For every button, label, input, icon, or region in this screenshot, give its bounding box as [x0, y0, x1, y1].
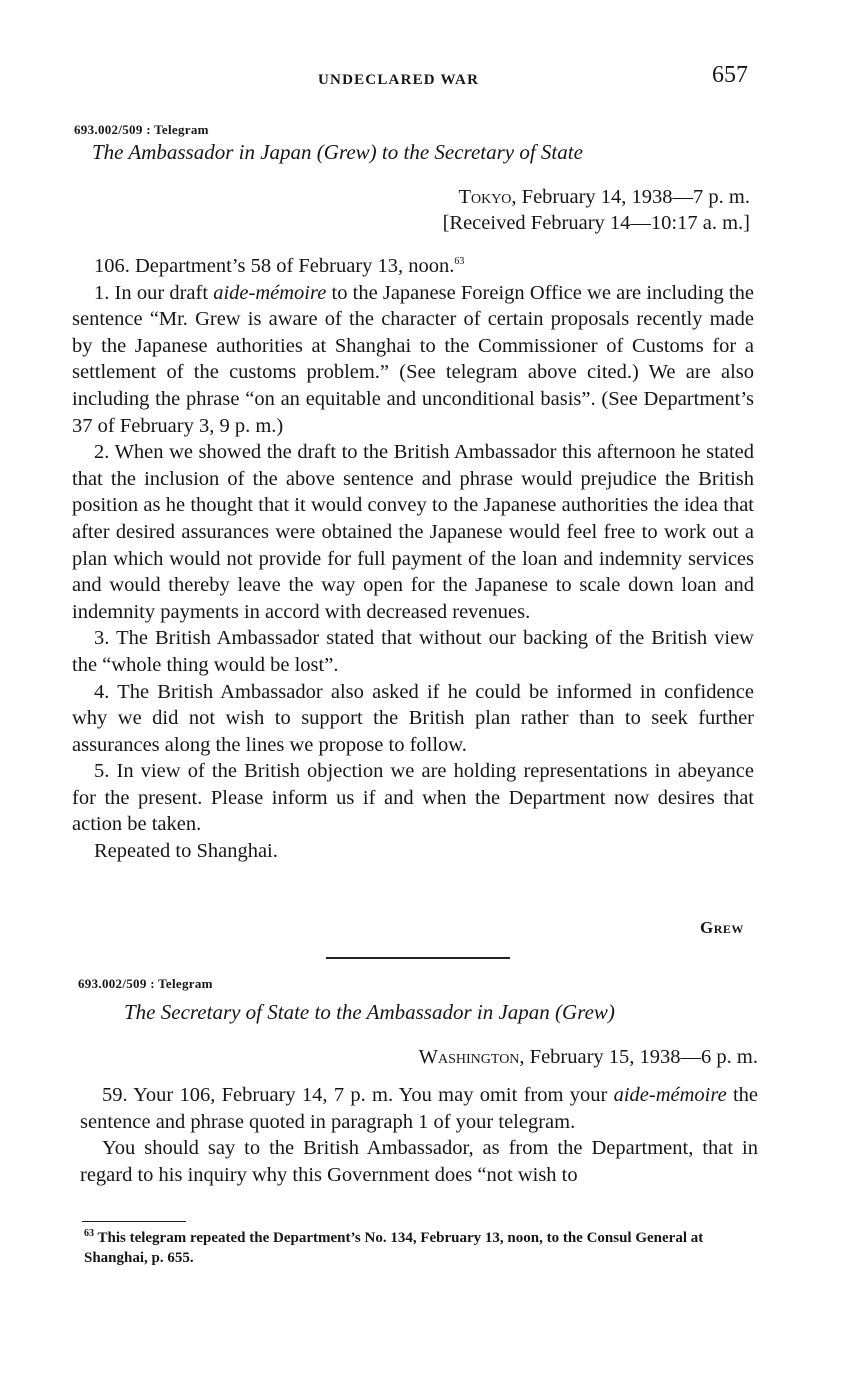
dateline-1-rest: , February 14, 1938—7 p. m. [511, 186, 750, 208]
heading-2-part-b: ) [607, 1000, 615, 1024]
paragraph-2-1-italic: aide-mémoire [613, 1084, 727, 1106]
paragraph-3: 3. The British Ambassador stated that without our backing of the British view the “whole thing would be lost”. [72, 627, 754, 676]
paragraph-1-part-a: 1. In our draft [94, 281, 214, 304]
dateline-2-rest: , February 15, 1938—6 p. m. [519, 1046, 758, 1068]
footnote-reference: 63 [454, 256, 465, 268]
paragraph-5: 5. In view of the British objection we are holding representations in abeyance for the present. Please inform us if and when the Department now desires that action be taken. [72, 760, 754, 836]
dateline-1-city: Tokyo [458, 186, 512, 208]
paragraph-6: Repeated to Shanghai. [94, 840, 278, 863]
document-heading-1 [92, 140, 583, 165]
heading-2-name: Grew [562, 1000, 608, 1024]
paragraph-2: 2. When we showed the draft to the British Ambassador this afternoon he stated that the inclusion of the above sentence and phrase would prejudice the British position as he thought that it would convey to the Japanese authorities the idea that after desired assurances were obtained the Japanese would feel free to work out a plan which would not provide for full payment of the loan and indemnity services and would thereby leave the way open for the Japanese to scale down loan and indemnity payments in accord with decreased revenues. [72, 441, 754, 623]
telegram-body-2 [80, 1082, 758, 1188]
paragraph-1 [72, 280, 754, 440]
footnote-mark: 63 [84, 1228, 94, 1239]
heading-2-part-a: The Secretary of State to the Ambassador in Japan ( [124, 1000, 563, 1024]
file-reference-2: 693.002/509 : Telegram [78, 976, 213, 991]
paragraph-opening [72, 253, 754, 280]
dateline-2-city: Washington [418, 1046, 520, 1068]
paragraph-2-1-part-b: the sentence and phrase quoted in paragraph 1 of your telegram. [80, 1084, 758, 1133]
paragraph-2-1-part-a: 59. Your 106, February 14, 7 p. m. You may omit from your [102, 1084, 614, 1106]
footnote [84, 1228, 760, 1268]
received-line-1: [Received February 14—10:17 a. m.] [442, 212, 750, 234]
page-number: 657 [712, 62, 748, 88]
dateline-1 [458, 186, 750, 209]
document-heading-2 [124, 1000, 615, 1025]
telegram-body-1 [72, 253, 754, 865]
running-head: UNDECLARED WAR [318, 72, 480, 88]
footnote-text: This telegram repeated the Department’s No. 134, February 13, noon, to the Consul General at Shanghai, p. 655. [84, 1230, 704, 1266]
heading-1-part-b: ) to the Secretary of State [369, 140, 583, 164]
paragraph-1-part-b: to the Japanese Foreign Office we are including the sentence “Mr. Grew is aware of the character of certain proposals recently made by the Japanese authorities at Shanghai to the Commissioner of Customs for a settlement of the customs problem.” (See telegram above cited.) We are also including the phrase “on an equitable and unconditional basis”. (See Department’s 37 of February 3, 9 p. m.) [72, 281, 754, 437]
paragraph-2-2: You should say to the British Ambassador, as from the Department, that in regard to his inquiry why this Government does “not wish to [80, 1137, 758, 1186]
paragraph-1-italic: aide-mémoire [213, 281, 327, 304]
paragraph-2-1 [80, 1082, 758, 1135]
opening-text: 106. Department’s 58 of February 13, noon. [94, 255, 455, 277]
section-divider [326, 957, 510, 959]
heading-1-name: Grew [323, 140, 370, 164]
heading-1-part-a: The Ambassador in Japan ( [92, 140, 324, 164]
dateline-2 [419, 1046, 758, 1069]
footnote-rule [82, 1221, 186, 1222]
signature-grew: Grew [700, 918, 744, 937]
paragraph-4: 4. The British Ambassador also asked if he could be informed in confidence why we did not wish to support the British plan rather than to seek further assurances along the lines we propose to follow. [72, 680, 754, 756]
file-reference-1: 693.002/509 : Telegram [74, 122, 209, 137]
